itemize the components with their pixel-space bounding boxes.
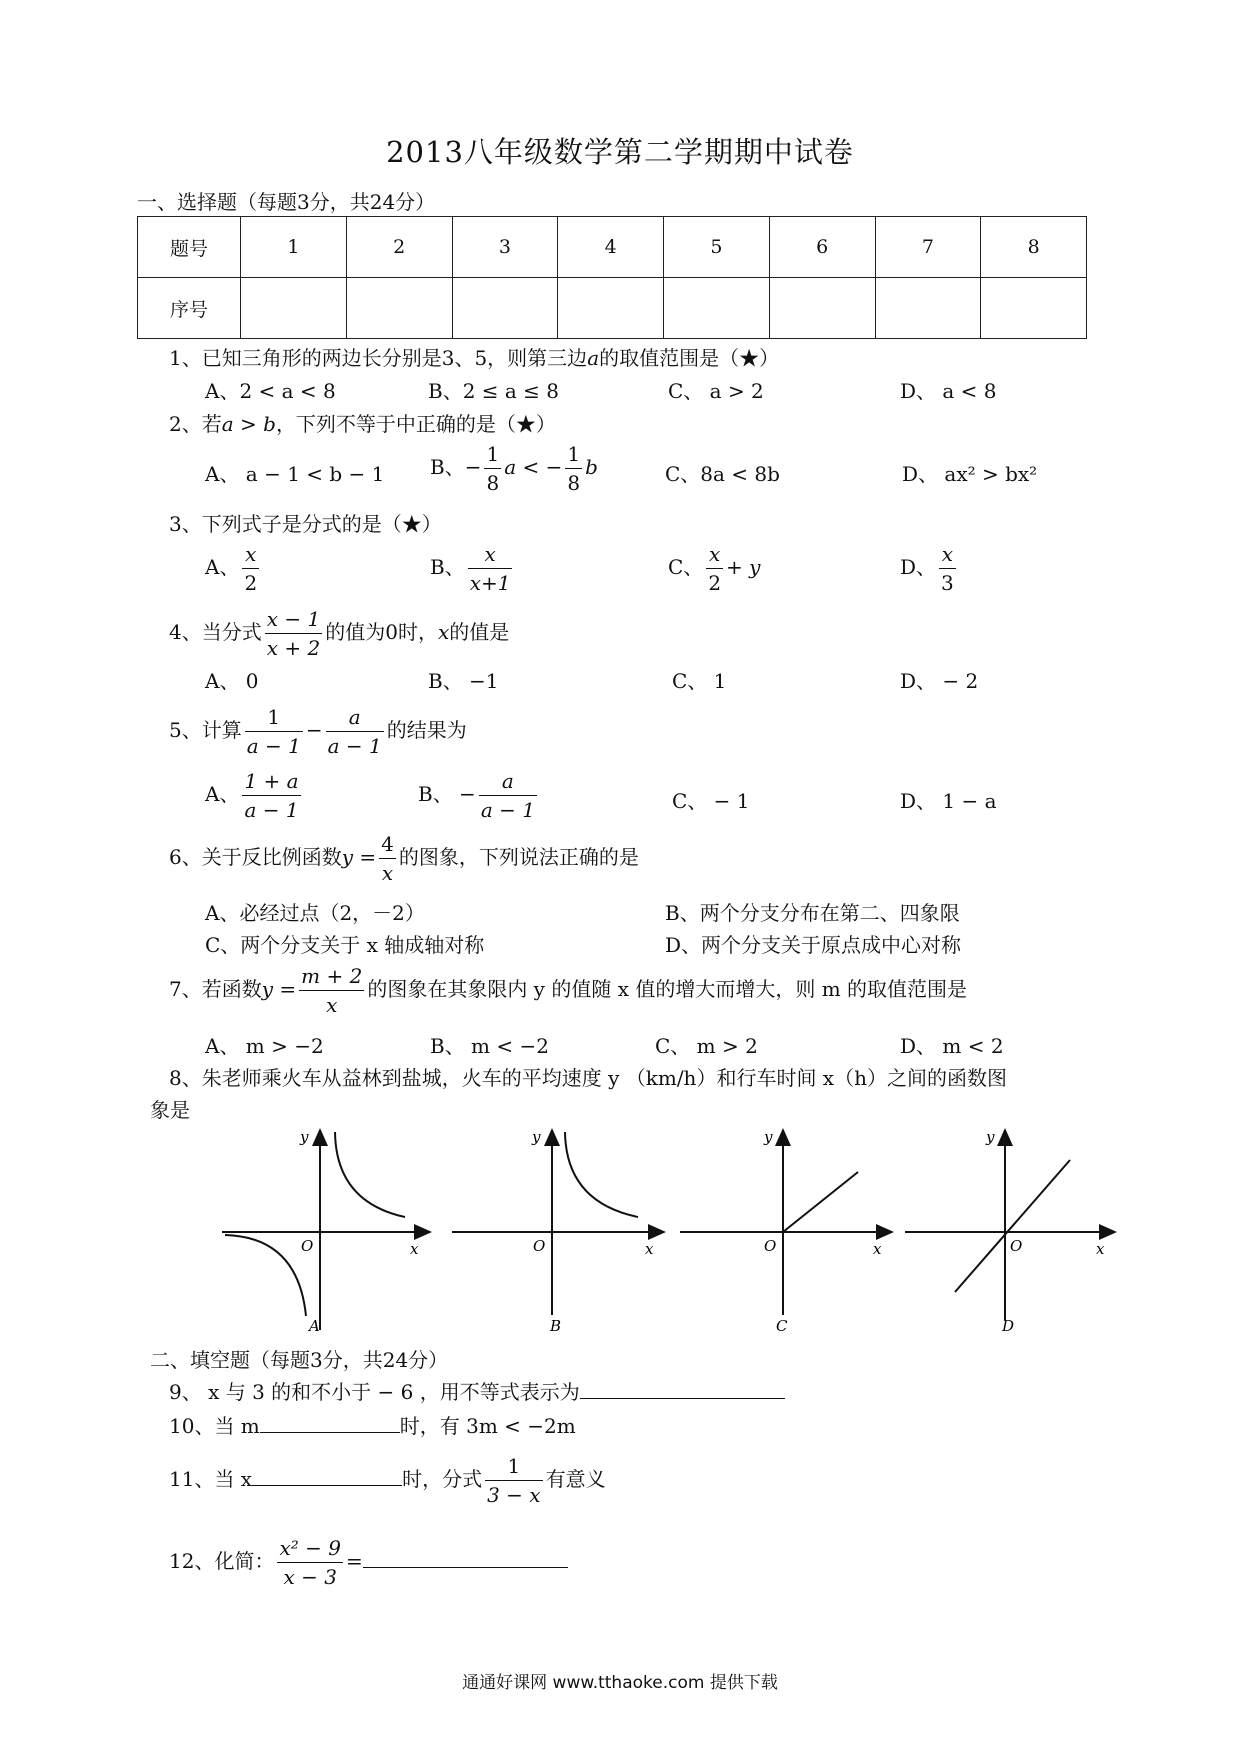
curve-branch bbox=[565, 1132, 638, 1217]
table-number-cell: 4 bbox=[558, 217, 664, 278]
q2-condition: a > b bbox=[221, 412, 276, 436]
q4-stem-end: 的值是 bbox=[449, 620, 510, 644]
numerator: x bbox=[242, 540, 259, 569]
answer-cell[interactable] bbox=[981, 278, 1087, 339]
answer-blank[interactable] bbox=[260, 1414, 400, 1433]
answer-blank[interactable] bbox=[252, 1467, 402, 1486]
denominator: x bbox=[381, 861, 394, 885]
table-number-cell: 7 bbox=[875, 217, 981, 278]
q11-stem: 11、当 x bbox=[169, 1467, 253, 1491]
question-2 bbox=[169, 408, 556, 437]
numerator: x² − 9 bbox=[277, 1534, 343, 1563]
option-label: B、 bbox=[430, 555, 465, 579]
denominator: a − 1 bbox=[480, 798, 535, 822]
q7-option-c[interactable]: C、 m > 2 bbox=[655, 1034, 758, 1058]
q6-option-b[interactable]: B、两个分支分布在第二、四象限 bbox=[665, 901, 960, 925]
numerator: 4 bbox=[379, 830, 396, 859]
origin-label: O bbox=[301, 1237, 314, 1255]
q1-option-d[interactable]: D、 a < 8 bbox=[900, 379, 997, 403]
table-header-cell: 题号 bbox=[138, 217, 241, 278]
denominator: 8 bbox=[486, 471, 500, 495]
q2-stem: 2、若 bbox=[169, 412, 222, 436]
fraction bbox=[265, 605, 322, 662]
table-row bbox=[138, 217, 1087, 278]
axis-x-label: x bbox=[1096, 1240, 1105, 1258]
question-6 bbox=[169, 830, 639, 887]
q5-option-d[interactable]: D、 1 − a bbox=[900, 789, 997, 813]
axis-x-label: x bbox=[410, 1240, 419, 1258]
q6-option-d[interactable]: D、两个分支关于原点成中心对称 bbox=[665, 933, 962, 957]
q3-option-b[interactable] bbox=[430, 540, 515, 597]
answer-blank[interactable] bbox=[363, 1549, 568, 1568]
q2-b-middle: a < − bbox=[504, 455, 563, 479]
q1-option-c[interactable]: C、 a > 2 bbox=[668, 379, 764, 403]
q4-option-d[interactable]: D、 − 2 bbox=[900, 669, 979, 693]
question-3: 3、下列式子是分式的是（★） bbox=[169, 512, 442, 536]
fraction bbox=[479, 767, 537, 824]
numerator: 1 bbox=[245, 703, 303, 732]
q1-option-a[interactable]: A、2 < a < 8 bbox=[205, 379, 336, 403]
fraction bbox=[379, 830, 396, 887]
fraction bbox=[485, 1452, 542, 1509]
q4-variable: x bbox=[437, 620, 450, 644]
origin-label: O bbox=[1010, 1237, 1023, 1255]
table-number-cell: 5 bbox=[664, 217, 770, 278]
q10-stem-end: 时，有 3m < −2m bbox=[399, 1414, 576, 1438]
q2-b-prefix: B、− bbox=[430, 455, 482, 479]
q7-stem: 7、若函数 bbox=[169, 977, 262, 1001]
axis-y-label: y bbox=[986, 1128, 995, 1146]
numerator: x bbox=[468, 540, 513, 569]
origin-label: O bbox=[764, 1237, 777, 1255]
q8-graphs bbox=[0, 1120, 1240, 1350]
numerator: a bbox=[326, 703, 384, 732]
q6-stem-end: 的图象，下列说法正确的是 bbox=[398, 845, 639, 869]
q2-option-d[interactable]: D、 ax² > bx² bbox=[902, 462, 1038, 486]
q5-option-a[interactable] bbox=[205, 767, 304, 824]
fraction bbox=[242, 540, 259, 597]
option-label: A、 bbox=[205, 555, 240, 579]
q9-stem: 9、 x 与 3 的和不小于 − 6 ，用不等式表示为 bbox=[169, 1380, 580, 1404]
numerator: x − 1 bbox=[265, 605, 322, 634]
question-8: 8、朱老师乘火车从益林到盐城，火车的平均速度 y （km/h）和行车时间 x（h）之间的函数图 bbox=[169, 1066, 1007, 1090]
option-label: D、 bbox=[900, 555, 937, 579]
q7-option-a[interactable]: A、 m > −2 bbox=[205, 1034, 324, 1058]
section-fill-heading: 二、填空题（每题3分，共24分） bbox=[150, 1348, 449, 1372]
fraction bbox=[939, 540, 956, 597]
axis-y-label: y bbox=[300, 1128, 309, 1146]
axis-x-label: x bbox=[645, 1240, 654, 1258]
q7-function: y = bbox=[261, 977, 297, 1001]
option-label: C、 bbox=[668, 555, 704, 579]
line-graph bbox=[955, 1160, 1070, 1292]
equals-sign: = bbox=[345, 1549, 363, 1573]
q4-stem: 4、当分式 bbox=[169, 620, 262, 644]
fraction bbox=[242, 767, 300, 824]
q1-variable: a bbox=[587, 346, 600, 370]
q11-stem-end: 有意义 bbox=[545, 1467, 606, 1491]
question-8-continued: 象是 bbox=[150, 1098, 190, 1122]
curve-branch bbox=[335, 1132, 405, 1217]
answer-table bbox=[137, 216, 1087, 339]
axis-y-label: y bbox=[764, 1128, 773, 1146]
numerator: 1 bbox=[565, 440, 582, 469]
graph-a[interactable] bbox=[222, 1128, 430, 1335]
answer-cell[interactable] bbox=[558, 278, 664, 339]
minus-sign: − bbox=[305, 718, 323, 742]
footer: 通通好课网 www.tthaoke.com 提供下载 bbox=[462, 1673, 778, 1693]
option-label: A、 bbox=[205, 782, 240, 806]
question-12 bbox=[169, 1534, 568, 1591]
q4-option-b[interactable]: B、 −1 bbox=[428, 669, 499, 693]
q6-option-c[interactable]: C、两个分支关于 x 轴成轴对称 bbox=[205, 933, 485, 957]
answer-cell[interactable] bbox=[241, 278, 347, 339]
denominator: a − 1 bbox=[246, 734, 301, 758]
denominator: 3 bbox=[941, 571, 954, 595]
q1-stem-end: 的取值范围是（★） bbox=[599, 346, 780, 370]
q3-option-a[interactable] bbox=[205, 540, 262, 597]
table-number-cell: 8 bbox=[981, 217, 1087, 278]
answer-blank[interactable] bbox=[580, 1380, 785, 1399]
option-label: B、 − bbox=[418, 782, 476, 806]
q2-stem-end: ，下列不等于中正确的是（★） bbox=[275, 412, 556, 436]
numerator: x bbox=[939, 540, 956, 569]
q10-stem: 10、当 m bbox=[169, 1414, 260, 1438]
axis-x-label: x bbox=[873, 1240, 882, 1258]
section-choice-heading: 一、选择题（每题3分，共24分） bbox=[137, 190, 436, 214]
question-1 bbox=[169, 342, 779, 371]
q11-stem-mid: 时，分式 bbox=[402, 1467, 483, 1491]
fraction bbox=[706, 540, 723, 597]
question-7 bbox=[169, 962, 967, 1019]
question-11 bbox=[169, 1452, 606, 1509]
fraction bbox=[468, 540, 513, 597]
q4-option-c[interactable]: C、 1 bbox=[672, 669, 727, 693]
q4-option-a[interactable]: A、 0 bbox=[205, 669, 259, 693]
graph-label: D bbox=[1002, 1317, 1015, 1335]
graph-d[interactable] bbox=[905, 1128, 1115, 1335]
q4-stem-mid: 的值为0时， bbox=[325, 620, 438, 644]
q1-stem: 1、已知三角形的两边长分别是3、5，则第三边 bbox=[169, 346, 588, 370]
table-number-cell: 2 bbox=[346, 217, 452, 278]
q5-stem: 5、计算 bbox=[169, 718, 242, 742]
question-10 bbox=[169, 1410, 576, 1439]
answer-cell[interactable] bbox=[346, 278, 452, 339]
numerator: x bbox=[706, 540, 723, 569]
answer-cell[interactable] bbox=[875, 278, 981, 339]
denominator: x+1 bbox=[469, 571, 511, 595]
table-row bbox=[138, 278, 1087, 339]
answer-cell[interactable] bbox=[769, 278, 875, 339]
table-header-cell: 序号 bbox=[138, 278, 241, 339]
denominator: 2 bbox=[244, 571, 258, 595]
numerator: a bbox=[479, 767, 537, 796]
table-number-cell: 1 bbox=[241, 217, 347, 278]
denominator: a − 1 bbox=[327, 734, 382, 758]
origin-label: O bbox=[533, 1237, 546, 1255]
fraction bbox=[484, 440, 501, 497]
graph-c[interactable] bbox=[680, 1128, 892, 1335]
q6-option-a[interactable]: A、必经过点（2，－2） bbox=[205, 901, 425, 925]
numerator: 1 + a bbox=[242, 767, 300, 796]
denominator: 8 bbox=[567, 471, 581, 495]
graph-label: B bbox=[550, 1317, 562, 1335]
fraction bbox=[565, 440, 582, 497]
denominator: x bbox=[326, 993, 338, 1017]
q2-b-suffix: b bbox=[585, 455, 598, 479]
fraction bbox=[326, 703, 384, 760]
numerator: 1 bbox=[485, 1452, 542, 1481]
denominator: x + 2 bbox=[266, 636, 321, 660]
fraction bbox=[299, 962, 364, 1019]
q5-option-c[interactable]: C、 − 1 bbox=[672, 789, 750, 813]
q3-c-suffix: + y bbox=[726, 555, 761, 579]
graph-label: A bbox=[309, 1317, 320, 1335]
question-4 bbox=[169, 605, 509, 662]
numerator: 1 bbox=[484, 440, 501, 469]
q6-stem: 6、关于反比例函数 bbox=[169, 845, 342, 869]
numerator: m + 2 bbox=[299, 962, 364, 991]
fraction bbox=[245, 703, 303, 760]
denominator: x − 3 bbox=[283, 1565, 337, 1589]
q3-option-c[interactable] bbox=[668, 540, 760, 597]
q2-option-b[interactable] bbox=[430, 440, 598, 497]
fraction bbox=[277, 1534, 343, 1591]
answer-cell[interactable] bbox=[452, 278, 558, 339]
question-5 bbox=[169, 703, 467, 760]
q5-option-b[interactable] bbox=[418, 767, 540, 824]
line-graph bbox=[783, 1172, 858, 1232]
denominator: 2 bbox=[708, 571, 722, 595]
question-9 bbox=[169, 1376, 785, 1405]
q7-option-d[interactable]: D、 m < 2 bbox=[900, 1034, 1004, 1058]
denominator: a − 1 bbox=[244, 798, 299, 822]
curve-branch bbox=[225, 1235, 306, 1316]
q3-option-d[interactable] bbox=[900, 540, 959, 597]
q1-option-b[interactable]: B、2 ≤ a ≤ 8 bbox=[428, 379, 560, 403]
page-title: 2013八年级数学第二学期期中试卷 bbox=[386, 135, 854, 169]
q2-option-c[interactable]: C、8a < 8b bbox=[665, 462, 780, 486]
axis-y-label: y bbox=[532, 1128, 541, 1146]
denominator: 3 − x bbox=[487, 1483, 541, 1507]
table-number-cell: 3 bbox=[452, 217, 558, 278]
q7-stem-end: 的图象在其象限内 y 的值随 x 值的增大而增大，则 m 的取值范围是 bbox=[367, 977, 968, 1001]
q2-option-a[interactable]: A、 a − 1 < b − 1 bbox=[205, 462, 385, 486]
graph-b[interactable] bbox=[452, 1128, 664, 1335]
q7-option-b[interactable]: B、 m < −2 bbox=[430, 1034, 549, 1058]
table-number-cell: 6 bbox=[769, 217, 875, 278]
graph-label: C bbox=[776, 1317, 788, 1335]
answer-cell[interactable] bbox=[664, 278, 770, 339]
q12-stem: 12、化简： bbox=[169, 1549, 275, 1573]
q5-stem-end: 的结果为 bbox=[386, 718, 467, 742]
q6-function: y = bbox=[341, 845, 377, 869]
